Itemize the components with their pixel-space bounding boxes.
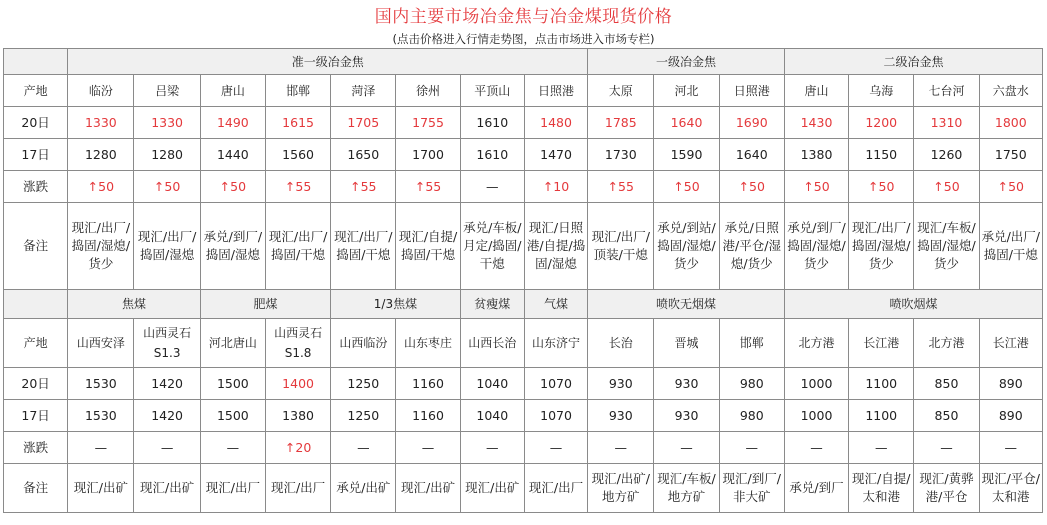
note-cell: 承兑/到站/捣固/湿熄/货少: [654, 203, 719, 290]
price-17-cell: 1750: [979, 139, 1042, 171]
change-cell: ↑50: [979, 171, 1042, 203]
price-20-link[interactable]: 1070: [524, 368, 587, 400]
note-cell: 现汇/出矿: [68, 464, 134, 513]
note-cell: 现汇/出厂/捣固/干熄: [265, 203, 330, 290]
note-cell: 现汇/车板/地方矿: [654, 464, 719, 513]
price-17-cell: 930: [588, 400, 654, 432]
price-20-link[interactable]: 1480: [524, 107, 587, 139]
price-17-cell: 1100: [849, 400, 914, 432]
coal-group-header: 焦煤: [68, 290, 201, 319]
price-20-link[interactable]: 1330: [134, 107, 200, 139]
change-cell: —: [979, 432, 1042, 464]
note-cell: 现汇/出厂/顶装/干熄: [588, 203, 654, 290]
row-label-d17: 17日: [4, 139, 68, 171]
change-cell: ↑55: [265, 171, 330, 203]
coke-group-header: 二级冶金焦: [784, 49, 1042, 75]
market-link[interactable]: 长江港: [849, 319, 914, 368]
note-cell: 现汇/出厂/捣固/湿熄/货少: [68, 203, 134, 290]
change-cell: ↑50: [914, 171, 979, 203]
corner-cell: [4, 290, 68, 319]
note-cell: 现汇/出矿/地方矿: [588, 464, 654, 513]
market-link[interactable]: 河北: [654, 75, 719, 107]
coal-group-header: 肥煤: [200, 290, 330, 319]
price-17-cell: 980: [719, 400, 784, 432]
price-20-link[interactable]: 1615: [265, 107, 330, 139]
price-20-link[interactable]: 1530: [68, 368, 134, 400]
row-label-origin: 产地: [4, 75, 68, 107]
corner-cell: [4, 49, 68, 75]
market-link[interactable]: 山东枣庄: [396, 319, 460, 368]
change-cell: —: [849, 432, 914, 464]
change-cell: —: [396, 432, 460, 464]
market-link[interactable]: 北方港: [914, 319, 979, 368]
row-label-d17: 17日: [4, 400, 68, 432]
change-cell: —: [719, 432, 784, 464]
price-17-cell: 1470: [524, 139, 587, 171]
change-cell: —: [68, 432, 134, 464]
note-cell: 现汇/车板/捣固/湿熄/货少: [914, 203, 979, 290]
market-link[interactable]: 山西临汾: [331, 319, 396, 368]
price-20-link[interactable]: 1640: [654, 107, 719, 139]
change-cell: —: [200, 432, 265, 464]
change-cell: ↑50: [68, 171, 134, 203]
change-cell: ↑50: [654, 171, 719, 203]
note-cell: 现汇/出厂/捣固/湿熄: [134, 203, 200, 290]
price-20-link[interactable]: 1800: [979, 107, 1042, 139]
note-cell: 现汇/自提/太和港: [849, 464, 914, 513]
price-17-cell: 1380: [784, 139, 848, 171]
price-17-cell: 850: [914, 400, 979, 432]
price-17-cell: 1380: [265, 400, 330, 432]
change-cell: ↑55: [331, 171, 396, 203]
row-label-note: 备注: [4, 464, 68, 513]
market-link[interactable]: 山西安泽: [68, 319, 134, 368]
change-cell: —: [784, 432, 848, 464]
note-cell: 现汇/出矿: [396, 464, 460, 513]
change-cell: —: [914, 432, 979, 464]
market-link[interactable]: 平顶山: [460, 75, 524, 107]
price-20-link[interactable]: 850: [914, 368, 979, 400]
note-cell: 现汇/黄骅港/平仓: [914, 464, 979, 513]
price-17-cell: 1650: [331, 139, 396, 171]
price-17-cell: 1610: [460, 139, 524, 171]
price-20-link[interactable]: 1040: [460, 368, 524, 400]
note-cell: 承兑/到厂/捣固/湿熄: [200, 203, 265, 290]
coal-group-header: 喷吹烟煤: [784, 290, 1042, 319]
price-20-link[interactable]: 1200: [849, 107, 914, 139]
price-20-link[interactable]: 1400: [265, 368, 330, 400]
note-cell: 现汇/平仓/太和港: [979, 464, 1042, 513]
row-label-d20: 20日: [4, 368, 68, 400]
market-link[interactable]: 山西长治: [460, 319, 524, 368]
note-cell: 承兑/到厂: [784, 464, 848, 513]
price-20-link[interactable]: 930: [588, 368, 654, 400]
price-20-link[interactable]: 1500: [200, 368, 265, 400]
price-17-cell: 1730: [588, 139, 654, 171]
market-link[interactable]: 长江港: [979, 319, 1042, 368]
coke-group-header: 一级冶金焦: [588, 49, 785, 75]
market-link[interactable]: 邯郸: [719, 319, 784, 368]
price-20-link[interactable]: 1430: [784, 107, 848, 139]
price-20-link[interactable]: 1705: [331, 107, 396, 139]
change-cell: ↑20: [265, 432, 330, 464]
note-cell: 现汇/出厂: [265, 464, 330, 513]
change-cell: —: [134, 432, 200, 464]
market-link[interactable]: 乌海: [849, 75, 914, 107]
price-17-cell: 1070: [524, 400, 587, 432]
coal-group-header: 喷吹无烟煤: [588, 290, 785, 319]
price-17-cell: 890: [979, 400, 1042, 432]
price-17-cell: 1250: [331, 400, 396, 432]
market-link[interactable]: 徐州: [396, 75, 460, 107]
price-20-link[interactable]: 1330: [68, 107, 134, 139]
price-17-cell: 1440: [200, 139, 265, 171]
row-label-change: 涨跌: [4, 171, 68, 203]
price-17-cell: 1640: [719, 139, 784, 171]
market-link[interactable]: 长治: [588, 319, 654, 368]
price-20-link[interactable]: 1100: [849, 368, 914, 400]
price-17-cell: 1000: [784, 400, 848, 432]
note-cell: 承兑/出厂/捣固/干熄: [979, 203, 1042, 290]
note-cell: 现汇/日照港/自提/捣固/湿熄: [524, 203, 587, 290]
change-cell: ↑50: [849, 171, 914, 203]
market-link[interactable]: 吕梁: [134, 75, 200, 107]
change-cell: —: [588, 432, 654, 464]
market-link[interactable]: 山东济宁: [524, 319, 587, 368]
price-17-cell: 1590: [654, 139, 719, 171]
page-title: 国内主要市场冶金焦与冶金煤现货价格: [374, 7, 673, 27]
market-link[interactable]: 山西灵石S1.8: [265, 319, 330, 368]
coal-group-header: 贫瘦煤: [460, 290, 524, 319]
market-link[interactable]: 菏泽: [331, 75, 396, 107]
change-cell: —: [524, 432, 587, 464]
price-20-link[interactable]: 890: [979, 368, 1042, 400]
note-cell: 现汇/出厂: [200, 464, 265, 513]
change-cell: ↑50: [719, 171, 784, 203]
change-cell: —: [460, 432, 524, 464]
price-20-link[interactable]: 1690: [719, 107, 784, 139]
change-cell: ↑55: [396, 171, 460, 203]
price-17-cell: 1560: [265, 139, 330, 171]
market-link[interactable]: 晋城: [654, 319, 719, 368]
change-cell: ↑50: [134, 171, 200, 203]
price-20-link[interactable]: 930: [654, 368, 719, 400]
market-link[interactable]: 北方港: [784, 319, 848, 368]
note-cell: 现汇/出矿: [460, 464, 524, 513]
change-cell: ↑50: [200, 171, 265, 203]
price-20-link[interactable]: 1000: [784, 368, 848, 400]
market-link[interactable]: 河北唐山: [200, 319, 265, 368]
note-cell: 现汇/到厂/非大矿: [719, 464, 784, 513]
coke-group-header: 准一级冶金焦: [68, 49, 588, 75]
market-link[interactable]: 临汾: [68, 75, 134, 107]
price-17-cell: 1280: [68, 139, 134, 171]
change-cell: ↑10: [524, 171, 587, 203]
change-cell: —: [460, 171, 524, 203]
market-link[interactable]: 日照港: [524, 75, 587, 107]
row-label-change: 涨跌: [4, 432, 68, 464]
page-subtitle: (点击价格进入行情走势图，点击市场进入市场专栏): [392, 32, 655, 46]
change-cell: ↑50: [784, 171, 848, 203]
price-20-link[interactable]: 1610: [460, 107, 524, 139]
price-17-cell: 1160: [396, 400, 460, 432]
price-20-link[interactable]: 1250: [331, 368, 396, 400]
price-17-cell: 1150: [849, 139, 914, 171]
market-link[interactable]: 唐山: [200, 75, 265, 107]
market-link[interactable]: 七台河: [914, 75, 979, 107]
price-17-cell: 1280: [134, 139, 200, 171]
row-label-origin: 产地: [4, 319, 68, 368]
price-20-link[interactable]: 1160: [396, 368, 460, 400]
note-cell: 现汇/出厂: [524, 464, 587, 513]
market-link[interactable]: 日照港: [719, 75, 784, 107]
row-label-d20: 20日: [4, 107, 68, 139]
coal-group-header: 气煤: [524, 290, 587, 319]
price-table: [3, 48, 1043, 513]
price-17-cell: 1530: [68, 400, 134, 432]
row-label-note: 备注: [4, 203, 68, 290]
change-cell: —: [331, 432, 396, 464]
market-link[interactable]: 唐山: [784, 75, 848, 107]
coal-group-header: 1/3焦煤: [331, 290, 460, 319]
market-link[interactable]: 六盘水: [979, 75, 1042, 107]
price-20-link[interactable]: 1420: [134, 368, 200, 400]
price-17-cell: 1420: [134, 400, 200, 432]
note-cell: 现汇/出厂/捣固/湿熄/货少: [849, 203, 914, 290]
price-20-link[interactable]: 1490: [200, 107, 265, 139]
market-link[interactable]: 山西灵石S1.3: [134, 319, 200, 368]
price-17-cell: 930: [654, 400, 719, 432]
note-cell: 承兑/到厂/捣固/湿熄/货少: [784, 203, 848, 290]
price-20-link[interactable]: 980: [719, 368, 784, 400]
market-link[interactable]: 太原: [588, 75, 654, 107]
price-17-cell: 1260: [914, 139, 979, 171]
note-cell: 现汇/出厂/捣固/干熄: [331, 203, 396, 290]
price-20-link[interactable]: 1785: [588, 107, 654, 139]
price-17-cell: 1500: [200, 400, 265, 432]
note-cell: 承兑/车板/月定/捣固/干熄: [460, 203, 524, 290]
change-cell: —: [654, 432, 719, 464]
price-17-cell: 1040: [460, 400, 524, 432]
price-17-cell: 1700: [396, 139, 460, 171]
note-cell: 承兑/出矿: [331, 464, 396, 513]
note-cell: 现汇/出矿: [134, 464, 200, 513]
price-20-link[interactable]: 1310: [914, 107, 979, 139]
market-link[interactable]: 邯郸: [265, 75, 330, 107]
change-cell: ↑55: [588, 171, 654, 203]
price-20-link[interactable]: 1755: [396, 107, 460, 139]
note-cell: 承兑/日照港/平仓/湿熄/货少: [719, 203, 784, 290]
note-cell: 现汇/自提/捣固/干熄: [396, 203, 460, 290]
